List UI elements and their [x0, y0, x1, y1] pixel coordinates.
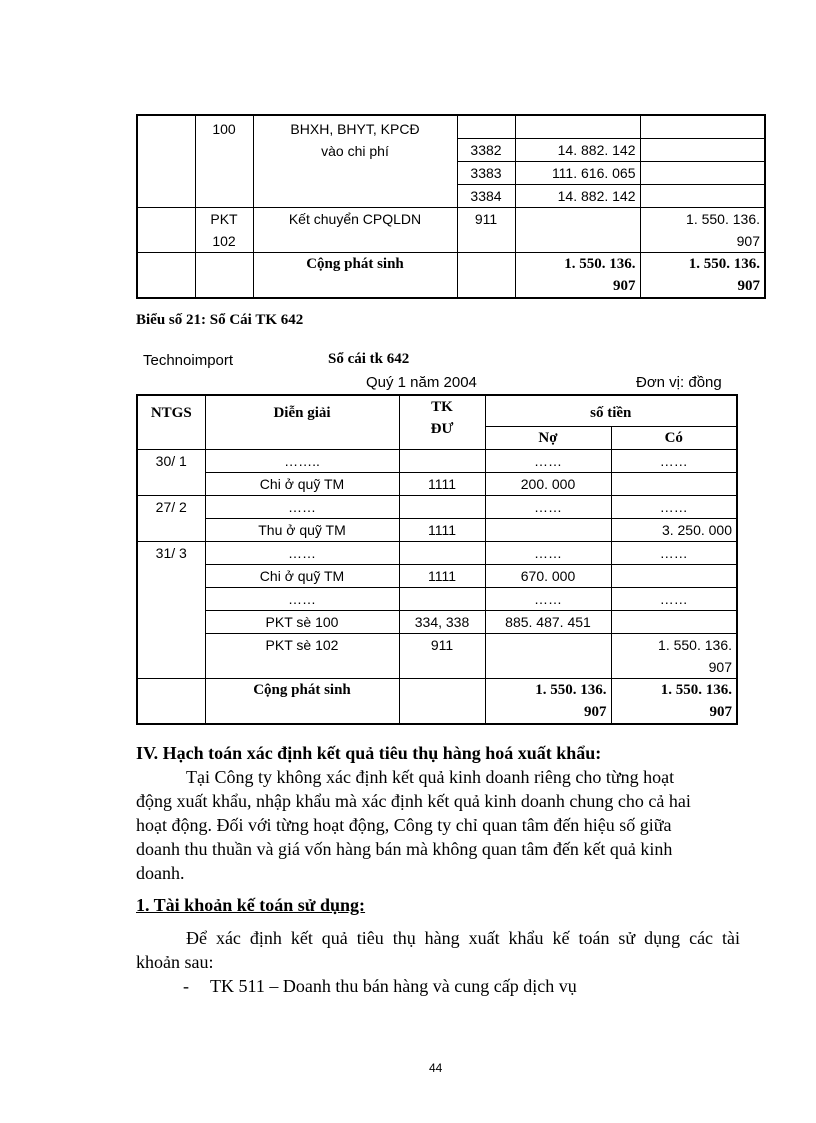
- empty-cell: [137, 253, 195, 299]
- unit-label: Đơn vị: đồng: [636, 374, 722, 391]
- total-credit-line2: 907: [709, 704, 732, 720]
- desc-cell: PKT sè 102: [205, 634, 399, 679]
- debit-cell: [485, 519, 611, 542]
- table-row: [137, 496, 737, 519]
- table-row: [137, 611, 737, 634]
- total-debit-line1: 1. 550. 136.: [564, 256, 636, 272]
- acct-cell: 334, 338: [399, 611, 485, 634]
- credit-cell: [640, 162, 765, 185]
- paragraph-line: hoạt động. Đối với từng hoạt động, Công ty chỉ quan tâm đến hiệu số giữa: [136, 815, 672, 835]
- desc-cell: ……..: [205, 450, 399, 473]
- empty-cell: [399, 679, 485, 725]
- acct-cell: 911: [399, 634, 485, 679]
- credit-cell: [640, 185, 765, 208]
- debit-cell: [515, 115, 640, 139]
- debit-cell: [485, 634, 611, 679]
- ref-line1: PKT: [210, 211, 238, 227]
- header-date: NTGS: [137, 395, 205, 450]
- empty-cell: [457, 253, 515, 299]
- total-debit-line1: 1. 550. 136.: [535, 682, 607, 698]
- credit-line1: 1. 550. 136.: [658, 637, 732, 653]
- credit-cell: [640, 115, 765, 139]
- header-debit: Nợ: [485, 427, 611, 450]
- debit-cell: [515, 208, 640, 253]
- debit-cell: 670. 000: [485, 565, 611, 588]
- credit-line1: 1. 550. 136.: [686, 211, 760, 227]
- table-row: [137, 565, 737, 588]
- acct-cell: 911: [457, 208, 515, 253]
- total-debit-line2: 907: [584, 704, 607, 720]
- empty-cell: [137, 208, 195, 253]
- total-debit: [515, 253, 640, 299]
- debit-cell: ……: [485, 588, 611, 611]
- debit-cell: 200. 000: [485, 473, 611, 496]
- total-credit: [640, 253, 765, 299]
- table-row: [137, 519, 737, 542]
- paragraph-line: Tại Công ty không xác định kết quả kinh doanh riêng cho từng hoạt: [186, 767, 675, 787]
- bullet-text: TK 511 – Doanh thu bán hàng và cung cấp dịch vụ: [210, 976, 577, 996]
- empty-cell: [195, 253, 253, 299]
- acct-cell: 3382: [457, 139, 515, 162]
- acct-cell: [399, 588, 485, 611]
- desc-line1: BHXH, BHYT, KPCĐ: [290, 121, 420, 137]
- debit-cell: 885. 487. 451: [485, 611, 611, 634]
- debit-cell: ……: [485, 542, 611, 565]
- credit-cell: ……: [611, 542, 737, 565]
- debit-cell: 14. 882. 142: [515, 139, 640, 162]
- total-label: Cộng phát sinh: [205, 679, 399, 725]
- ledger-table: [136, 394, 738, 725]
- total-debit: [485, 679, 611, 725]
- total-debit-line2: 907: [613, 278, 636, 294]
- debit-cell: 111. 616. 065: [515, 162, 640, 185]
- header-credit: Có: [611, 427, 737, 450]
- acct-cell: [399, 450, 485, 473]
- header-desc: Diễn giải: [205, 395, 399, 450]
- table-caption: Biểu số 21: Sổ Cái TK 642: [136, 312, 304, 328]
- total-credit-line2: 907: [737, 278, 760, 294]
- paragraph-line: Để xác định kết quả tiêu thụ hàng xuất khẩu kế toán sử dụng các tài: [186, 928, 740, 948]
- total-credit-line1: 1. 550. 136.: [660, 682, 732, 698]
- credit-line2: 907: [736, 233, 760, 249]
- desc-cell: PKT sè 100: [205, 611, 399, 634]
- page-number: 44: [429, 1061, 443, 1075]
- credit-cell: [640, 208, 765, 253]
- paragraph-line: doanh.: [136, 863, 185, 883]
- credit-line2: 907: [708, 659, 732, 675]
- credit-cell: ……: [611, 496, 737, 519]
- total-row: [137, 679, 737, 725]
- credit-cell: [611, 473, 737, 496]
- desc-cell: [253, 115, 457, 208]
- desc-cell: ……: [205, 542, 399, 565]
- acct-cell: [399, 542, 485, 565]
- header-acct-line1: TK: [431, 399, 453, 415]
- credit-cell: [611, 634, 737, 679]
- table-row: [137, 588, 737, 611]
- acct-cell: 1111: [399, 565, 485, 588]
- desc-cell: Chi ở quỹ TM: [205, 473, 399, 496]
- credit-cell: ……: [611, 588, 737, 611]
- desc-cell: Chi ở quỹ TM: [205, 565, 399, 588]
- credit-cell: [640, 139, 765, 162]
- paragraph-line: doanh thu thuần và giá vốn hàng bán mà không quan tâm đến kết quả kinh: [136, 839, 673, 859]
- date-cell: 31/ 3: [137, 542, 205, 679]
- total-credit: [611, 679, 737, 725]
- header-amount: số tiền: [485, 395, 737, 427]
- ref-cell: [195, 208, 253, 253]
- table-row: [137, 450, 737, 473]
- header-acct-line2: ĐƯ: [430, 421, 454, 437]
- credit-cell: ……: [611, 450, 737, 473]
- desc-cell: Thu ở quỹ TM: [205, 519, 399, 542]
- table-row: [137, 542, 737, 565]
- desc-cell: ……: [205, 588, 399, 611]
- subheading: 1. Tài khoản kế toán sử dụng:: [136, 895, 366, 915]
- acct-cell: 3383: [457, 162, 515, 185]
- desc-cell: Kết chuyển CPQLDN: [253, 208, 457, 253]
- debit-cell: ……: [485, 450, 611, 473]
- bullet-dash: -: [183, 976, 189, 996]
- table-row: [137, 634, 737, 679]
- ref-cell: 100: [195, 115, 253, 208]
- header-acct: [399, 395, 485, 450]
- top-ledger-table: [136, 114, 766, 299]
- section-heading: IV. Hạch toán xác định kết quả tiêu thụ hàng hoá xuất khẩu:: [136, 743, 602, 763]
- credit-cell: [611, 611, 737, 634]
- credit-cell: 3. 250. 000: [611, 519, 737, 542]
- date-cell: 27/ 2: [137, 496, 205, 542]
- acct-cell: 1111: [399, 519, 485, 542]
- date-cell: 30/ 1: [137, 450, 205, 496]
- table-row: [137, 473, 737, 496]
- acct-cell: [399, 496, 485, 519]
- company-name: Technoimport: [143, 352, 234, 369]
- paragraph-line: khoản sau:: [136, 952, 214, 972]
- acct-cell: [457, 115, 515, 139]
- total-credit-line1: 1. 550. 136.: [688, 256, 760, 272]
- total-label: Cộng phát sinh: [253, 253, 457, 299]
- ledger-title: Sổ cái tk 642: [328, 351, 410, 367]
- paragraph-line: động xuất khẩu, nhập khẩu mà xác định kết quả kinh doanh chung cho cả hai: [136, 791, 691, 811]
- debit-cell: 14. 882. 142: [515, 185, 640, 208]
- acct-cell: 1111: [399, 473, 485, 496]
- paragraph: [136, 926, 740, 974]
- acct-cell: 3384: [457, 185, 515, 208]
- debit-cell: ……: [485, 496, 611, 519]
- desc-line2: vào chi phí: [321, 143, 389, 159]
- desc-cell: ……: [205, 496, 399, 519]
- ledger-period: Quý 1 năm 2004: [366, 374, 477, 391]
- credit-cell: [611, 565, 737, 588]
- empty-cell: [137, 115, 195, 208]
- ref-line2: 102: [212, 233, 236, 249]
- empty-cell: [137, 679, 205, 725]
- paragraph: [136, 765, 740, 885]
